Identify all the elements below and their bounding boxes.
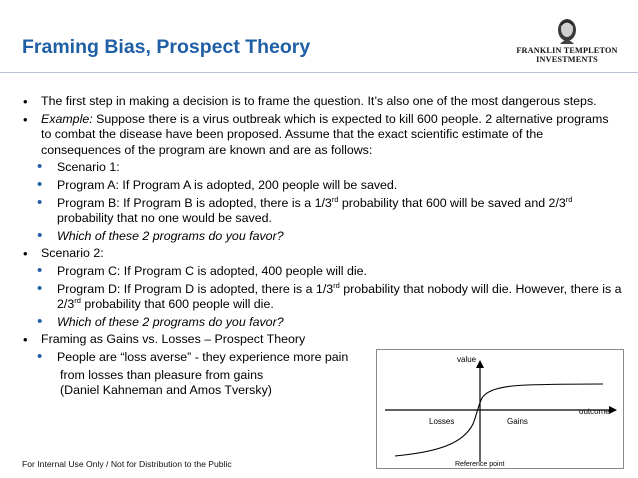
program-b-post: probability that no one would be saved. xyxy=(57,211,272,226)
bullet-framing-first-step: • The first step in making a decision is to frame the question. It’s also one of the most dangerous steps. xyxy=(22,94,622,110)
value-function-curve xyxy=(395,384,603,456)
logo-line-1: FRANKLIN TEMPLETON xyxy=(516,46,618,55)
loss-aversion-line-1: • People are “loss averse” - they experience more pain xyxy=(22,350,622,366)
program-d-sup2: rd xyxy=(74,296,81,305)
franklin-templeton-logo xyxy=(508,16,626,68)
value-function-svg xyxy=(377,350,625,470)
x-axis-arrow-icon xyxy=(609,406,617,414)
reference-point-label: Reference point xyxy=(455,461,505,468)
y-axis-label: value xyxy=(457,355,477,364)
program-d-post: probability that 600 people will die. xyxy=(80,297,274,312)
y-axis-arrow-icon xyxy=(476,360,484,368)
scenario-2-title: • Scenario 2: xyxy=(22,246,622,262)
title-divider xyxy=(0,72,638,73)
scenario-1-question: • Which of these 2 programs do you favor? xyxy=(22,229,622,245)
scenario-1-title: • Scenario 1: xyxy=(22,160,622,176)
prospect-theory-diagram xyxy=(376,349,624,469)
program-b-sup1: rd xyxy=(331,194,339,204)
bullet-prospect-theory: • Framing as Gains vs. Losses – Prospect Theory xyxy=(22,332,622,348)
loss-aversion-line-2: from losses than pleasure from gains xyxy=(60,367,264,382)
program-b xyxy=(22,196,622,227)
example-text: Suppose there is a virus outbreak which is expected to kill 600 people. 2 alternative programs to combat the disease have been proposed. Assume that the exact scientific estimate of the consequences of the program are known and are as follows: xyxy=(41,111,609,157)
franklin-portrait-icon xyxy=(552,16,582,46)
scenario-2-question: • Which of these 2 programs do you favor? xyxy=(22,315,622,331)
program-d-pre: Program D: If Program D is adopted, there is a 1/3 xyxy=(57,281,334,296)
program-d xyxy=(22,282,622,313)
slide-title: Framing Bias, Prospect Theory xyxy=(22,36,311,58)
program-c: • Program C: If Program C is adopted, 400 people will die. xyxy=(22,264,622,280)
program-b-mid: probability that 600 will be saved and 2/3 xyxy=(338,195,566,210)
bullet-example xyxy=(22,112,622,159)
losses-label: Losses xyxy=(429,417,455,426)
program-d-sup1: rd xyxy=(333,280,340,290)
x-axis-label: outcome xyxy=(579,407,610,416)
logo-line-2: INVESTMENTS xyxy=(536,55,598,64)
example-label: Example: xyxy=(41,111,93,126)
loss-aversion-line-3: (Daniel Kahneman and Amos Tversky) xyxy=(60,383,272,398)
program-b-pre: Program B: If Program B is adopted, there is a 1/3 xyxy=(57,195,332,210)
confidentiality-footer: For Internal Use Only / Not for Distribution to the Public xyxy=(22,459,232,469)
gains-label: Gains xyxy=(507,417,528,426)
program-d-mid: probability that nobody will die. However, there is a 2/3 xyxy=(57,281,622,312)
program-a: • Program A: If Program A is adopted, 200 people will be saved. xyxy=(22,178,622,194)
program-b-sup2: rd xyxy=(565,194,573,204)
